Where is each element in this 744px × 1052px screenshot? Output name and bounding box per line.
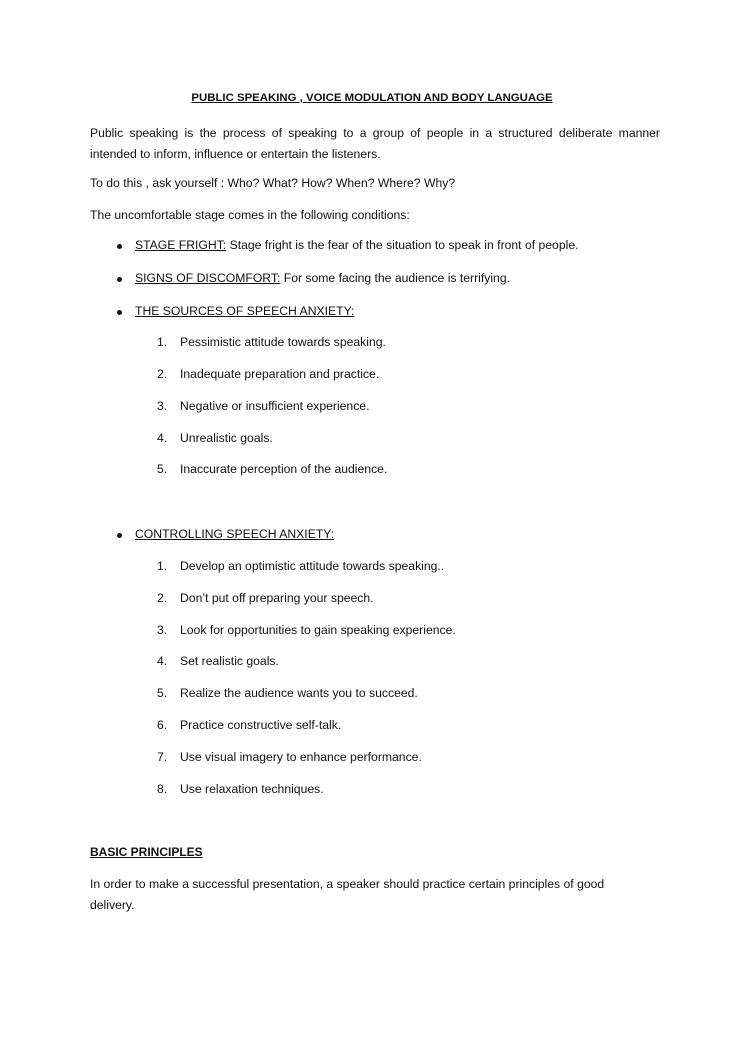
item-text: Realize the audience wants you to succeed.	[180, 686, 418, 700]
bullet-desc: Stage fright is the fear of the situation to speak in front of people.	[226, 238, 579, 252]
bullet-icon	[117, 310, 122, 315]
page-title: PUBLIC SPEAKING , VOICE MODULATION AND BODY LANGUAGE	[191, 92, 553, 104]
bullet-label: THE SOURCES OF SPEECH ANXIETY:	[135, 304, 355, 318]
item-number: 6.	[157, 718, 168, 732]
item-text: Unrealistic goals.	[180, 431, 273, 445]
item-text: Set realistic goals.	[180, 654, 279, 668]
ask-paragraph: To do this , ask yourself : Who? What? How? When? Where? Why?	[90, 176, 456, 190]
item-text: Negative or insufficient experience.	[180, 399, 370, 413]
bullet-label: SIGNS OF DISCOMFORT:	[135, 271, 281, 285]
item-number: 4.	[157, 654, 168, 668]
conditions-intro: The uncomfortable stage comes in the following conditions:	[90, 208, 410, 222]
bullet-icon	[117, 277, 122, 282]
item-number: 7.	[157, 750, 168, 764]
item-text: Inaccurate perception of the audience.	[180, 462, 388, 476]
bullet-icon	[117, 533, 122, 538]
item-text: Inadequate preparation and practice.	[180, 367, 380, 381]
item-text: Develop an optimistic attitude towards speaking..	[180, 559, 445, 573]
bullet-icon	[117, 244, 122, 249]
item-text: Use relaxation techniques.	[180, 782, 324, 796]
item-number: 3.	[157, 399, 168, 413]
item-text: Pessimistic attitude towards speaking.	[180, 335, 386, 349]
intro-paragraph: Public speaking is the process of speaking to a group of people in a structured deliberate manner intended to inform, influence or entertain the listeners.	[90, 126, 660, 161]
item-number: 4.	[157, 431, 168, 445]
bullet-label: STAGE FRIGHT:	[135, 238, 227, 252]
item-number: 5.	[157, 686, 168, 700]
item-number: 8.	[157, 782, 168, 796]
bullet-desc: For some facing the audience is terrifying.	[280, 271, 510, 285]
item-text: Use visual imagery to enhance performance.	[180, 750, 422, 764]
item-text: Don’t put off preparing your speech.	[180, 591, 374, 605]
bullet-label: CONTROLLING SPEECH ANXIETY:	[135, 527, 335, 541]
item-number: 5.	[157, 462, 168, 476]
item-number: 1.	[157, 559, 168, 573]
item-text: Practice constructive self-talk.	[180, 718, 342, 732]
item-number: 3.	[157, 623, 168, 637]
item-number: 2.	[157, 367, 168, 381]
item-number: 2.	[157, 591, 168, 605]
basic-principles-paragraph: In order to make a successful presentation, a speaker should practice certain principles of good delivery.	[90, 877, 605, 912]
item-number: 1.	[157, 335, 168, 349]
section-heading-basic-principles: BASIC PRINCIPLES	[90, 845, 203, 859]
item-text: Look for opportunities to gain speaking experience.	[180, 623, 456, 637]
